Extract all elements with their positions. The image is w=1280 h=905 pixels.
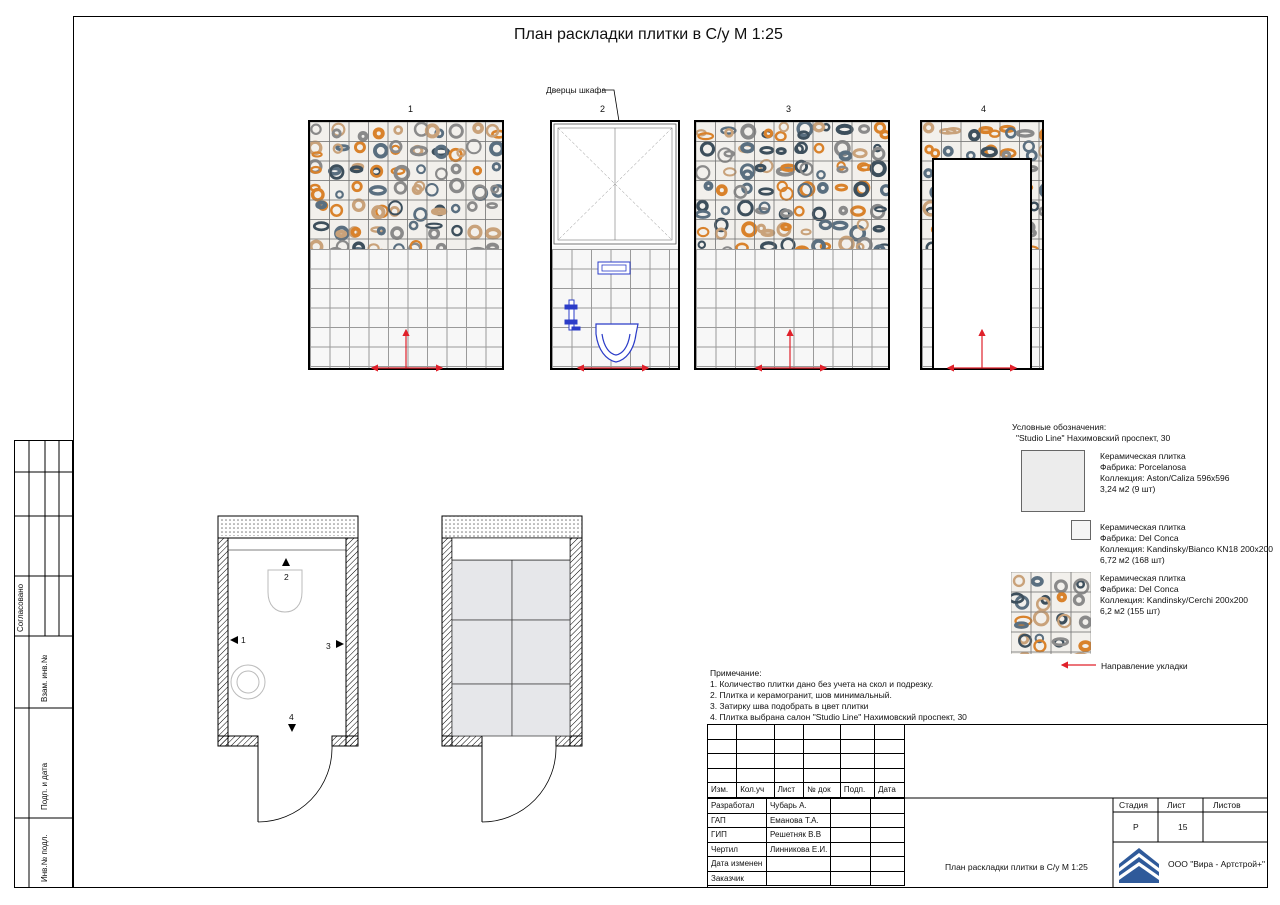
note-3: 3. Затирку шва подобрать в цвет плитки [710, 701, 869, 711]
legend-heading: Условные обозначения: [1012, 422, 1107, 432]
cabinet-doors-label: Дверцы шкафа [546, 85, 607, 95]
note-1: 1. Количество плитки дано без учета на скол и подрезку. [710, 679, 934, 689]
plan-mark-3: 3 [326, 641, 331, 651]
legend-item-2 [1100, 522, 1273, 566]
title-text: План раскладки плитки в С/у М 1:25 [514, 26, 783, 43]
side-stamp [14, 440, 73, 888]
stage-value: Р [1133, 822, 1139, 832]
note-4: 4. Плитка выбрана салон "Studio Line" Нахимовский проспект, 30 [710, 712, 967, 722]
side-sign-date: Подп. и дата [40, 762, 49, 810]
hdr-list: Лист [774, 783, 803, 798]
role-4: Чертил [708, 842, 767, 857]
plan-mark-1: 1 [241, 635, 246, 645]
name-4: Линникова Е.И. [766, 842, 830, 857]
elevation-label-4: 4 [981, 104, 987, 114]
legend-item-3-line3: Коллекция: Kandinsky/Cerchi 200x200 [1100, 595, 1248, 605]
legend-swatch-cerchi [1011, 572, 1091, 654]
legend-item-1-line2: Фабрика: Porcelanosa [1100, 462, 1187, 472]
notes-block [710, 668, 967, 723]
elevation-label-3: 3 [786, 104, 792, 114]
name-5 [766, 857, 830, 872]
note-2: 2. Плитка и керамогранит, шов минимальный. [710, 690, 892, 700]
legend-item-2-line1: Керамическая плитка [1100, 522, 1186, 532]
name-1: Чубарь А. [766, 799, 830, 814]
revisions-table [707, 724, 905, 798]
legend-salon: "Studio Line" Нахимовский проспект, 30 [1016, 433, 1171, 443]
side-inv-orig: Инв.№ подл. [40, 834, 49, 882]
legend-item-3-line1: Керамическая плитка [1100, 573, 1186, 583]
legend-item-1-line1: Керамическая плитка [1100, 451, 1186, 461]
name-2: Еманова Т.А. [766, 813, 830, 828]
legend-item-2-line2: Фабрика: Del Conca [1100, 533, 1179, 543]
plan-floor [436, 510, 596, 830]
sheet-label: Лист [1167, 800, 1186, 810]
legend-item-2-line3: Коллекция: Kandinsky/Bianco KN18 200x200 [1100, 544, 1273, 554]
role-2: ГАП [708, 813, 767, 828]
sheet-value: 15 [1178, 822, 1188, 832]
elevation-label-1: 1 [408, 104, 414, 114]
side-agreed: Согласовано [16, 583, 25, 632]
legend-swatch-caliza [1021, 450, 1085, 512]
plan-mark-4: 4 [289, 712, 294, 722]
side-replace-inv: Взам. инв.№ [40, 654, 49, 702]
role-1: Разработал [708, 799, 767, 814]
legend-item-1 [1100, 451, 1230, 495]
legend-item-1-line4: 3,24 м2 (9 шт) [1100, 484, 1156, 494]
legend-item-3-line4: 6,2 м2 (155 шт) [1100, 606, 1161, 616]
plan-fixtures [212, 510, 372, 830]
company-logo-icon [1117, 846, 1161, 884]
hdr-sign: Подп. [840, 783, 874, 798]
name-6 [766, 871, 830, 886]
stage-label: Стадия [1119, 800, 1148, 810]
legend-item-3 [1100, 573, 1248, 617]
hdr-kol: Кол.уч [737, 783, 774, 798]
company-name: ООО "Вира - Артстрой+" [1168, 859, 1265, 869]
plan-mark-2: 2 [284, 572, 289, 582]
elevation-label-2: 2 [600, 104, 606, 114]
name-3: Решетняк В.В [766, 828, 830, 843]
role-5: Дата изменен [708, 857, 767, 872]
legend-swatch-bianco [1071, 520, 1091, 540]
legend-direction: Направление укладки [1101, 661, 1188, 671]
hdr-doc: № док [804, 783, 841, 798]
legend-item-2-line4: 6,72 м2 (168 шт) [1100, 555, 1165, 565]
sheets-label: Листов [1213, 800, 1241, 810]
notes-heading: Примечание: [710, 668, 762, 678]
role-6: Заказчик [708, 871, 767, 886]
hdr-izm: Изм. [708, 783, 737, 798]
signatures-table [707, 798, 905, 886]
legend-item-3-line2: Фабрика: Del Conca [1100, 584, 1179, 594]
role-3: ГИП [708, 828, 767, 843]
legend-item-1-line3: Коллекция: Aston/Caliza 596x596 [1100, 473, 1230, 483]
hdr-date: Дата [875, 783, 905, 798]
drawing-title-stamp: План раскладки плитки в С/у М 1:25 [945, 862, 1088, 872]
